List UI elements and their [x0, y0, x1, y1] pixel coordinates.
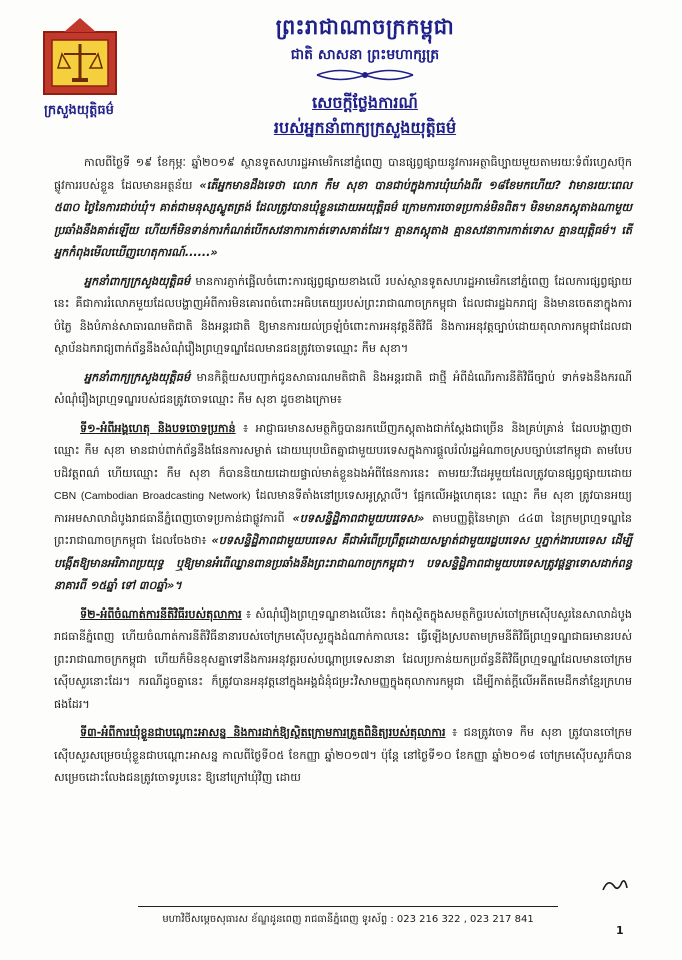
cbn-network-name: CBN (Cambodian Broadcasting Network): [54, 490, 251, 502]
embassy-quote: «តើអ្នកមានដឹងទេថា លោក កឹម សុខា បានជាប់ក្នុងការឃុំឃាំងពីរ ១៨ខែមកហើយ? វាមានរយៈពេល ៥៣០ ថ្ងៃនៃការជាប់ឃុំ។ គាត់ជាមនុស្សស្លូតត្រង់ ដែលត្រូវបានឃុំខ្លួនដោយអយុត្តិធម៌ ក្រោមការចោទប្រកាន់មិនពិត។ មិនមានភស្តុតាងណាមួយប្រឆាំងនឹងគាត់ឡើយ ហើយក៏មិនទាន់ការកំណត់បើកសវនាការកាត់ទោសគាត់ដែរ។ គ្មានភស្តុតាង គ្មានសវនាការកាត់ទោស គ្មានយុត្តិធម៌។ តើអ្នកកំពុងមើលឃើញហេតុការណ៍......»: [54, 178, 632, 259]
section-1-heading: ទី១-អំពីអង្គហេតុ និងបទចោទប្រកាន់: [80, 421, 236, 435]
ministry-emblem-icon: [38, 14, 122, 98]
document-title: សេចក្តីថ្លែងការណ៍: [312, 93, 418, 112]
paragraph-3: អ្នកនាំពាក្យក្រសួងយុត្តិធម៌ មានកិត្តិយសបញ្ជាក់ជូនសាធារណមតិជាតិ និងអន្តរជាតិ ជាថ្មី អំពីដំណើរការនីតិវិធីច្បាប់ ទាក់ទងនឹងករណីសំណុំរឿងព្រហ្មទណ្ឌរបស់ជនត្រូវចោទឈ្មោះ កឹម សុខា ដូចខាងក្រោម៖: [54, 370, 632, 406]
charge-name: «បទសន្ទិដ្ឋិភាពជាមួយបរទេស»: [292, 511, 425, 525]
statement-body: [54, 152, 632, 796]
document-subtitle: របស់អ្នកនាំពាក្យក្រសួងយុត្តិធម៌: [273, 118, 457, 137]
section-2: ទី២-អំពីចំណាត់ការនីតិវិធីរបស់តុលាការ ៖ សំណុំរឿងព្រហ្មទណ្ឌខាងលើនេះ កំពុងស្ថិតក្នុងសមត្ថកិច្ចរបស់ចៅក្រមស៊ើបសួរនៃសាលាដំបូងរាជធានីភ្នំពេញ ហើយចំណាត់ការនីតិវិធីនានារបស់ចៅក្រមស៊ើបសួរក្នុងដំណាក់កាលនេះ ធ្វើឡើងស្របតាមក្រមនីតិវិធីព្រហ្មទណ្ឌជាធរមានរបស់ព្រះរាជាណាចក្រកម្ពុជា ហើយក៏មិនខុសគ្នាទៅនឹងការអនុវត្តរបស់បណ្តាប្រទេសនានា ដែលប្រកាន់យកប្រព័ន្ធនីតិវិធីព្រហ្មទណ្ឌដែលមានចៅក្រមស៊ើបសួរនោះដែរ។ ករណីដូចគ្នានេះ ក៏ត្រូវបានអនុវត្តនៅក្នុងអង្គជំនុំជម្រះវិសាមញ្ញក្នុងតុលាការកម្ពុជា ដើម្បីកាត់ក្តីលើអតីតមេដឹកនាំខ្មែរក្រហមផងដែរ។: [54, 607, 632, 711]
page-number: 1: [616, 924, 624, 937]
ministry-name: ក្រសួងយុត្តិធម៌: [44, 103, 114, 118]
section-3-heading: ទី៣-អំពីការឃុំខ្លួនជាបណ្តោះអាសន្ន និងការដាក់ឱ្យស្ថិតក្រោមការត្រួតពិនិត្យរបស់តុលាការ: [80, 726, 446, 739]
spokesperson-label: អ្នកនាំពាក្យក្រសួងយុត្តិធម៌: [84, 370, 191, 384]
initials-signature-icon: [600, 876, 630, 896]
national-motto: ជាតិ សាសនា ព្រះមហាក្សត្រ: [290, 47, 440, 63]
spokesperson-label: អ្នកនាំពាក្យក្រសួងយុត្តិធម៌: [84, 274, 191, 288]
article-quote: «បទសន្ទិដ្ឋិភាពជាមួយបរទេស គឺជាអំពើប្រព្រឹត្តដោយសម្ងាត់ជាមួយរដ្ឋបរទេស ឬភ្នាក់ងារបរទេស ដើម្បីបង្កើតឱ្យមានអរិភាពប្រយុទ្ធ ឬឱ្យមានអំពើឈ្លានពានប្រឆាំងនឹងព្រះរាជាណាចក្រកម្ពុជា។ បទសន្ទិដ្ឋិភាពជាមួយបរទេសត្រូវផ្តន្ទាទោសដាក់ពន្ធនាគារពី ១៥ឆ្នាំ ទៅ ៣០ឆ្នាំ»។: [54, 534, 633, 592]
section-3: ទី៣-អំពីការឃុំខ្លួនជាបណ្តោះអាសន្ន និងការដាក់ឱ្យស្ថិតក្រោមការត្រួតពិនិត្យរបស់តុលាការ ៖ ជនត្រូវចោទ កឹម សុខា ត្រូវបានចៅក្រមស៊ើបសួរសម្រេចឃុំខ្លួនជាបណ្តោះអាសន្ន កាលពីថ្ងៃទី០៥ ខែកញ្ញា ឆ្នាំ២០១៧។ ប៉ុន្តែ នៅថ្ងៃទី១០ ខែកញ្ញា ឆ្នាំ២០១៨ ចៅក្រមស៊ើបសួរក៏បានសម្រេចដោះលែងជនត្រូវចោទរូបនេះ ឱ្យនៅក្រៅឃុំវិញ ដោយ: [54, 726, 633, 784]
kingdom-title: ព្រះរាជាណាចក្រកម្ពុជា: [275, 15, 455, 39]
paragraph-2: អ្នកនាំពាក្យក្រសួងយុត្តិធម៌ មានការភ្ញាក់ផ្អើលចំពោះការផ្សព្វផ្សាយខាងលើ របស់ស្ថានទូតសហរដ្ឋអាមេរិកនៅភ្នំពេញ ដែលការផ្សព្វផ្សាយនេះ គឺជាការរំលោភមួយដែលបង្ហាញអំពីការមិនគោរពចំពោះអធិបតេយ្យរបស់ព្រះរាជាណាចក្រកម្ពុជា ដែលជារដ្ឋឯករាជ្យ និងមានចេតនាក្នុងការបំភ្លៃ និងបំភាន់សាធារណមតិជាតិ និងអន្តរជាតិ ឱ្យមានការយល់ច្រឡំចំពោះការអនុវត្តនីតិវិធី និងការអនុវត្តច្បាប់ដោយតុលាការកម្ពុជាដែលជាស្ថាប័នឯករាជ្យពាក់ព័ន្ធនឹងសំណុំរឿងព្រហ្មទណ្ឌដែលមានជនត្រូវចោទឈ្មោះ កឹម សុខា។: [54, 274, 632, 355]
section-1: ទី១-អំពីអង្គហេតុ និងបទចោទប្រកាន់ ៖ អាជ្ញាធរមានសមត្ថកិច្ចបានរកឃើញភស្តុតាងជាក់ស្តែងជាច្រើន និងគ្រប់គ្រាន់ ដែលបង្ហាញថា ឈ្មោះ កឹម សុខា មានជាប់ពាក់ព័ន្ធនឹងផែនការសម្ងាត់ ដោយឃុបឃិតគ្នាជាមួយបរទេសក្នុងការផ្តួលរំលំរដ្ឋអំណាចស្របច្បាប់នៅកម្ពុជា តាមបែបបដិវត្តពណ៌ ហើយឈ្មោះ កឹម សុខា ក៏បាននិយាយដោយផ្ទាល់មាត់ខ្លួនឯងអំពីផែនការនេះ តាមរយៈវីដេអូមួយដែលត្រូវបានផ្សព្វផ្សាយដោយ CBN (Cambodian Broadcasting Network) ដែលមានទីតាំងនៅប្រទេសអូស្រ្តាលី។ ផ្អែកលើអង្គហេតុនេះ ឈ្មោះ កឹម សុខា ត្រូវបានអយ្យការអមសាលាដំបូងរាជធានីភ្នំពេញចោទប្រកាន់ជាផ្លូវការពី «បទសន្ទិដ្ឋិភាពជាមួយបរទេស» តាមបញ្ញត្តិនៃមាត្រា ៤៤៣ នៃក្រមព្រហ្មទណ្ឌនៃព្រះរាជាណាចក្រកម្ពុជា ដែលចែងថា៖ «បទសន្ទិដ្ឋិភាពជាមួយបរទេស គឺជាអំពើប្រព្រឹត្តដោយសម្ងាត់ជាមួយរដ្ឋបរទេស ឬភ្នាក់ងារបរទេស ដើម្បីបង្កើតឱ្យមានអរិភាពប្រយុទ្ធ ឬឱ្យមានអំពើឈ្លានពានប្រឆាំងនឹងព្រះរាជាណាចក្រកម្ពុជា។ បទសន្ទិដ្ឋិភាពជាមួយបរទេសត្រូវផ្តន្ទាទោសដាក់ពន្ធនាគារពី ១៥ឆ្នាំ ទៅ ៣០ឆ្នាំ»។: [54, 421, 633, 592]
paragraph-1: កាលពីថ្ងៃទី ១៩ ខែកុម្ភៈ ឆ្នាំ២០១៩ ស្ថានទូតសហរដ្ឋអាមេរិកនៅភ្នំពេញ បានផ្សព្វផ្សាយនូវការអត្ថាធិប្បាយមួយតាមរយៈទំព័រហ្វេសប៊ុកផ្លូវការរបស់ខ្លួន ដែលមានអត្ថន័យ «តើអ្នកមានដឹងទេថា លោក កឹម សុខា បានជាប់ក្នុងការឃុំឃាំងពីរ ១៨ខែមកហើយ? វាមានរយៈពេល ៥៣០ ថ្ងៃនៃការជាប់ឃុំ។ គាត់ជាមនុស្សស្លូតត្រង់ ដែលត្រូវបានឃុំខ្លួនដោយអយុត្តិធម៌ ក្រោមការចោទប្រកាន់មិនពិត។ មិនមានភស្តុតាងណាមួយប្រឆាំងនឹងគាត់ឡើយ ហើយក៏មិនទាន់ការកំណត់បើកសវនាការកាត់ទោសគាត់ដែរ។ គ្មានភស្តុតាង គ្មានសវនាការកាត់ទោស គ្មានយុត្តិធម៌។ តើអ្នកកំពុងមើលឃើញហេតុការណ៍......»: [54, 156, 632, 259]
footer-divider: [138, 906, 558, 907]
section-2-heading: ទី២-អំពីចំណាត់ការនីតិវិធីរបស់តុលាការ: [80, 607, 242, 621]
ornament-divider-icon: [315, 66, 415, 84]
footer-address: មហាវិថីសម្តេចសុធារស ខ័ណ្ឌដូនពេញ រាជធានីភ្នំពេញ ទូរស័ព្ទ : 023 216 322 , 023 217 841: [162, 914, 534, 925]
